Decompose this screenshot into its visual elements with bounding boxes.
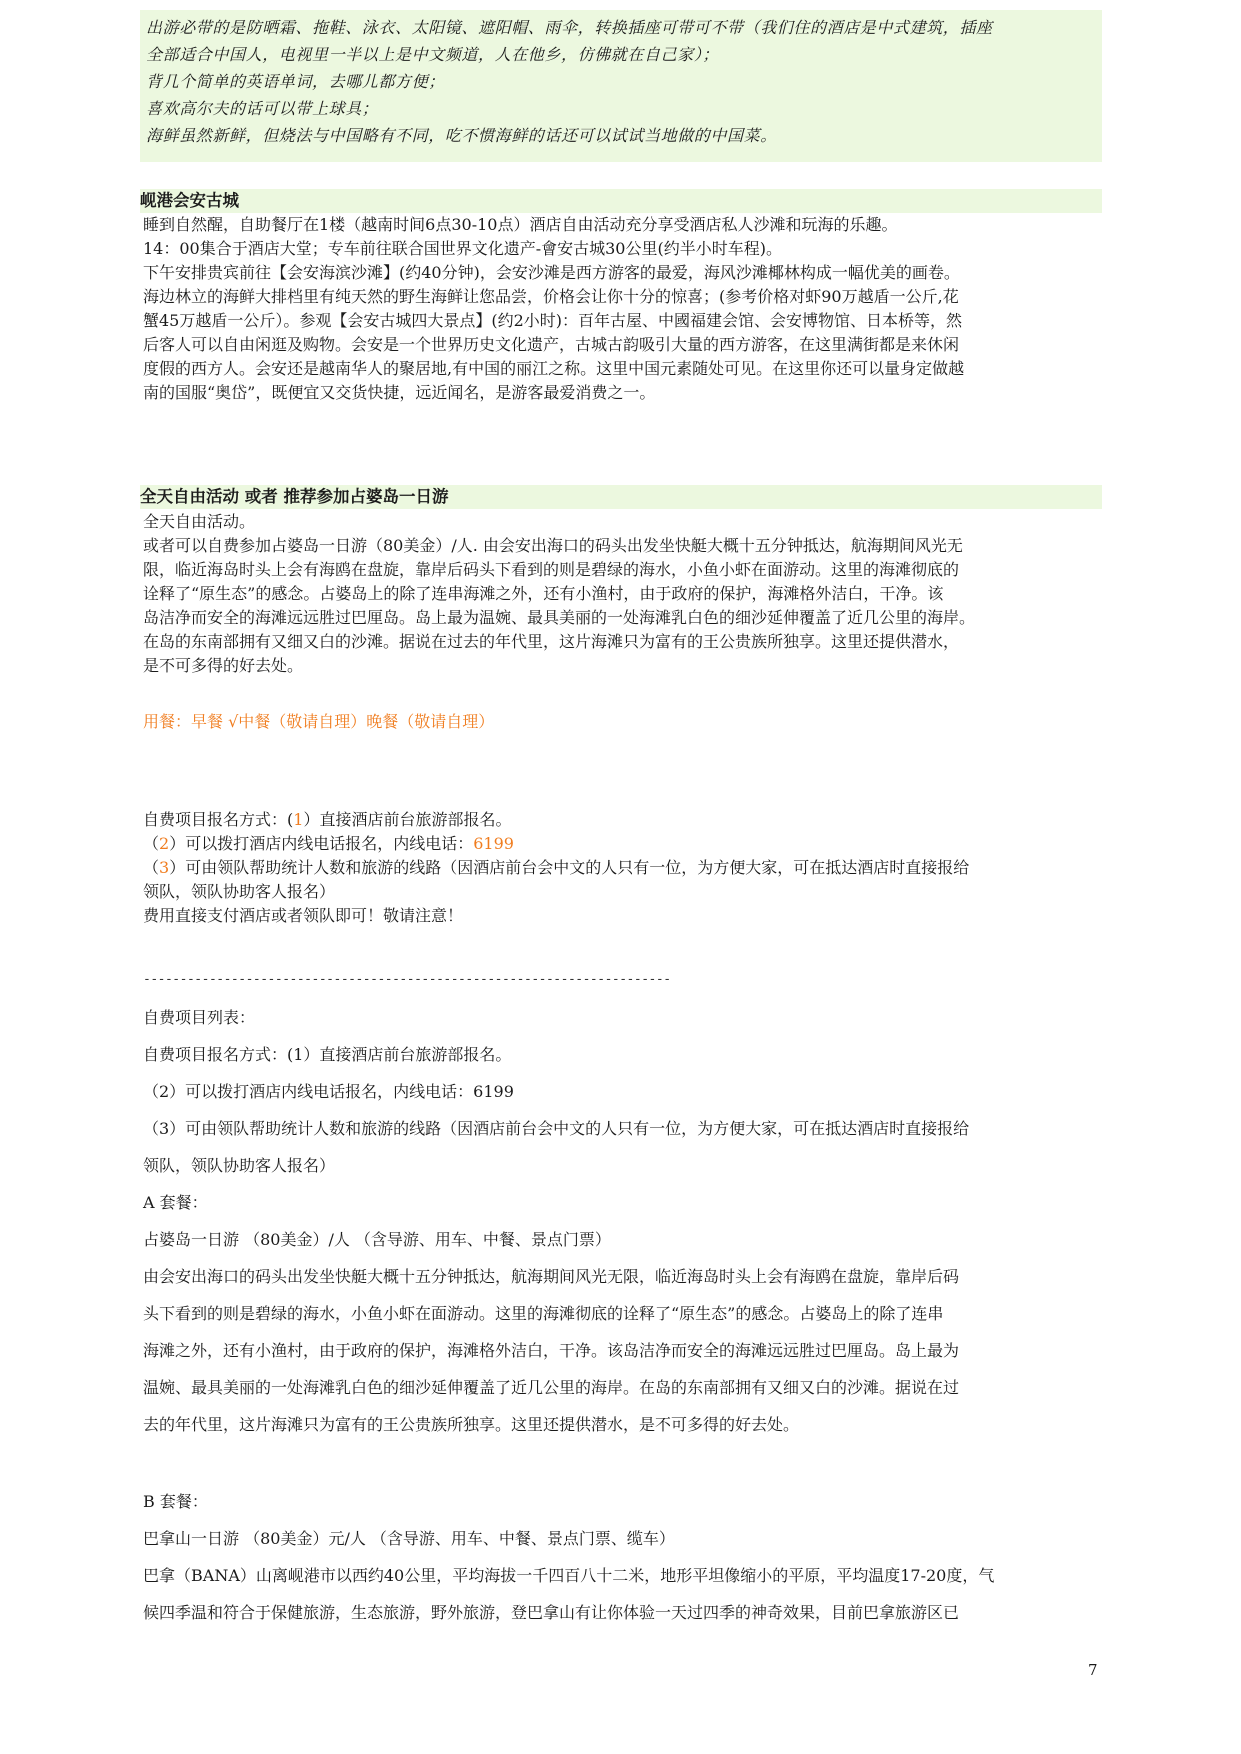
day-heading-free: 全天自由活动 或者 推荐参加占婆岛一日游	[140, 485, 1102, 509]
list-line: 海滩之外，还有小渔村，由于政府的保护，海滩格外洁白，干净。该岛洁净而安全的海滩远远胜过巴厘岛。岛上最为	[143, 1341, 960, 1360]
signup-text: （	[143, 858, 160, 877]
list-line: 候四季温和符合于保健旅游，生态旅游，野外旅游，登巴拿山有让你体验一天过四季的神奇效果，目前巴拿旅游区已	[143, 1603, 960, 1622]
tip-line: 出游必带的是防晒霜、拖鞋、泳衣、太阳镜、遮阳帽、雨伞，转换插座可带可不带（我们住的酒店是中式建筑，插座	[146, 18, 993, 37]
list-line: 去的年代里，这片海滩只为富有的王公贵族所独享。这里还提供潜水，是不可多得的好去处。	[143, 1415, 800, 1434]
package-b	[143, 1483, 1103, 1631]
signup-text: 自费项目报名方式：(	[143, 810, 294, 829]
tip-line: 背几个简单的英语单词，去哪儿都方便；	[146, 72, 445, 91]
day-body-hoian	[143, 213, 1103, 405]
signup-line-3	[143, 856, 1103, 880]
list-line: 巴拿（BANA）山离岘港市以西约40公里，平均海拔一千四百八十二米，地形平坦像缩小的平原，平均温度17-20度，气	[143, 1566, 995, 1585]
list-line: 温婉、最具美丽的一处海滩乳白色的细沙延伸覆盖了近几公里的海岸。在岛的东南部拥有又细又白的沙滩。据说在过	[143, 1378, 960, 1397]
signup-line-5: 费用直接支付酒店或者领队即可！敬请注意！	[143, 906, 464, 925]
meals-info: 用餐：早餐 √中餐（敬请自理）晚餐（敬请自理）	[143, 712, 495, 731]
tip-line: 全部适合中国人，电视里一半以上是中文频道，人在他乡，仿佛就在自己家）；	[146, 45, 720, 64]
travel-tips-box	[140, 10, 1102, 162]
signup-text: ）可以拨打酒店内线电话报名，内线电话：	[169, 834, 474, 853]
package-a-title: 占婆岛一日游 （80美金）/人 （含导游、用车、中餐、景点门票）	[143, 1230, 611, 1249]
paragraph-line: 诠释了“原生态”的感念。占婆岛上的除了连串海滩之外，还有小渔村，由于政府的保护，海滩格外洁白，干净。该	[143, 584, 944, 603]
paragraph-line: 14：00集合于酒店大堂；专车前往联合国世界文化遗产-會安古城30公里(约半小时车程)。	[143, 239, 782, 258]
paragraph-line: 后客人可以自由闲逛及购物。会安是一个世界历史文化遗产，古城古韵吸引大量的西方游客，在这里满街都是来休闲	[143, 335, 960, 354]
paragraph-line: 全天自由活动。	[143, 512, 256, 531]
list-line: 自费项目列表：	[143, 1008, 256, 1027]
paragraph-line: 限，临近海岛时头上会有海鸥在盘旋，靠岸后码头下看到的则是碧绿的海水，小鱼小虾在面游动。这里的海滩彻底的	[143, 560, 960, 579]
paragraph-line: 下午安排贵宾前往【会安海滨沙滩】(约40分钟)，会安沙滩是西方游客的最爱，海风沙滩椰林构成一幅优美的画卷。	[143, 263, 960, 282]
signup-text: ）直接酒店前台旅游部报名。	[303, 810, 512, 829]
package-b-label: B 套餐：	[143, 1492, 208, 1511]
paragraph-line: 海边林立的海鲜大排档里有纯天然的野生海鲜让您品尝，价格会让你十分的惊喜；(参考价格对虾90万越盾一公斤,花	[143, 287, 959, 306]
list-line: （2）可以拨打酒店内线电话报名，内线电话：6199	[143, 1082, 514, 1101]
optional-tours-list	[143, 999, 1103, 1443]
paragraph-line: 或者可以自费参加占婆岛一日游（80美金）/人. 由会安出海口的码头出发坐快艇大概十五分钟抵达，航海期间风光无	[143, 536, 963, 555]
signup-text: （	[143, 834, 160, 853]
package-b-title: 巴拿山一日游 （80美金）元/人 （含导游、用车、中餐、景点门票、缆车）	[143, 1529, 675, 1548]
signup-line-1	[143, 808, 1103, 832]
list-line: （3）可由领队帮助统计人数和旅游的线路（因酒店前台会中文的人只有一位，为方便大家，可在抵达酒店时直接报给	[143, 1119, 970, 1138]
dashed-divider: ------------------------------------------------------------------------	[143, 972, 671, 987]
signup-text: ）可由领队帮助统计人数和旅游的线路（因酒店前台会中文的人只有一位，为方便大家，可在抵达酒店时直接报给	[169, 858, 970, 877]
list-line: 头下看到的则是碧绿的海水，小鱼小虾在面游动。这里的海滩彻底的诠释了“原生态”的感念。占婆岛上的除了连串	[143, 1304, 944, 1323]
signup-line-4: 领队，领队协助客人报名）	[143, 882, 336, 901]
signup-line-2	[143, 832, 1103, 856]
paragraph-line: 南的国服“奥岱”，既便宜又交货快捷，远近闻名，是游客最爱消费之一。	[143, 383, 656, 402]
tip-line: 海鲜虽然新鲜，但烧法与中国略有不同，吃不惯海鲜的话还可以试试当地做的中国菜。	[146, 126, 777, 145]
paragraph-line: 蟹45万越盾一公斤）。参观【会安古城四大景点】(约2小时)：百年古屋、中國福建会馆、会安博物馆、日本桥等，然	[143, 311, 963, 330]
day-body-free	[143, 510, 1103, 678]
paragraph-line: 岛洁净而安全的海滩远远胜过巴厘岛。岛上最为温婉、最具美丽的一处海滩乳白色的细沙延伸覆盖了近几公里的海岸。	[143, 608, 976, 627]
list-line: 由会安出海口的码头出发坐快艇大概十五分钟抵达，航海期间风光无限，临近海岛时头上会有海鸥在盘旋，靠岸后码	[143, 1267, 960, 1286]
paragraph-line: 是不可多得的好去处。	[143, 656, 304, 675]
tip-line: 喜欢高尔夫的话可以带上球具；	[146, 99, 379, 118]
signup-info	[143, 808, 1103, 928]
phone-number: 6199	[473, 834, 514, 853]
list-line: 领队，领队协助客人报名）	[143, 1156, 336, 1175]
signup-number: 3	[159, 858, 170, 877]
signup-number: 2	[159, 834, 170, 853]
list-line: 自费项目报名方式：(1）直接酒店前台旅游部报名。	[143, 1045, 512, 1064]
package-a-label: A 套餐：	[143, 1193, 208, 1212]
paragraph-line: 睡到自然醒，自助餐厅在1楼（越南时间6点30-10点）酒店自由活动充分享受酒店私人沙滩和玩海的乐趣。	[143, 215, 898, 234]
page-number: 7	[1088, 1661, 1098, 1679]
day-heading-hoian: 岘港会安古城	[140, 189, 1102, 213]
paragraph-line: 在岛的东南部拥有又细又白的沙滩。据说在过去的年代里，这片海滩只为富有的王公贵族所独享。这里还提供潜水，	[143, 632, 960, 651]
paragraph-line: 度假的西方人。会安还是越南华人的聚居地,有中国的丽江之称。这里中国元素随处可见。在这里你还可以量身定做越	[143, 359, 965, 378]
signup-number: 1	[293, 810, 304, 829]
